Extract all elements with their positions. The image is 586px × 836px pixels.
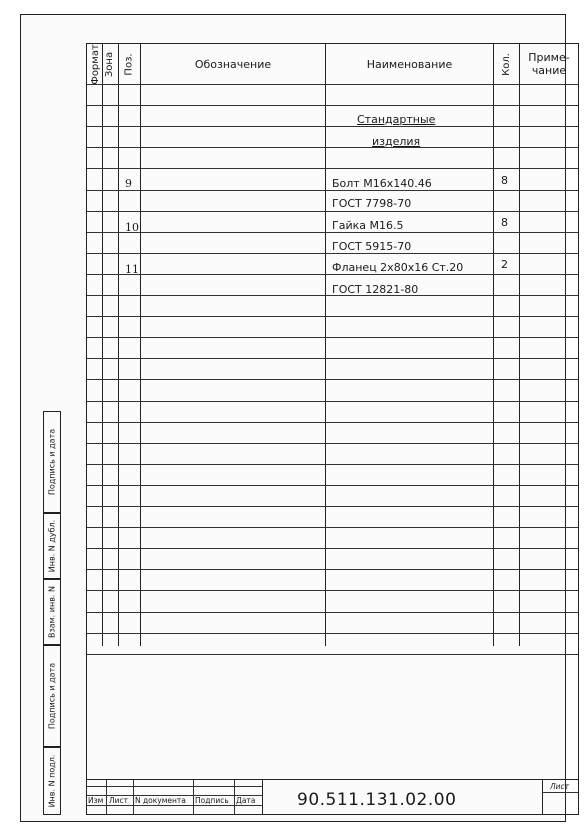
- header-qty: Кол.: [500, 52, 512, 76]
- row-line: [87, 379, 578, 380]
- row-line: [87, 316, 578, 317]
- tb-ndoc: N документа: [135, 796, 186, 805]
- document-number: 90.511.131.02.00: [297, 790, 457, 810]
- tb-sheet: Лист: [550, 782, 570, 791]
- side-stamp-signature-date-2: Подпись и дата: [43, 645, 61, 747]
- col-divider: [102, 44, 103, 646]
- side-stamp-signature-date: Подпись и дата: [43, 411, 61, 513]
- row-line: [87, 443, 578, 444]
- col-divider: [519, 44, 520, 646]
- side-stamp-replace-inv: Взам. инв. N: [43, 579, 61, 645]
- row-line: [87, 464, 578, 465]
- header-format: Формат: [89, 43, 101, 85]
- col-divider: [140, 44, 141, 646]
- title-block: [87, 779, 578, 815]
- col-divider: [118, 44, 119, 646]
- row-name: Гайка М16.5: [332, 219, 404, 232]
- row-line: [87, 168, 578, 169]
- row-line: [87, 126, 578, 127]
- row-line: [87, 147, 578, 148]
- section-title-line2: изделия: [372, 135, 421, 148]
- specification-frame: [86, 43, 579, 815]
- row-name: Болт М16x140.46: [332, 177, 432, 190]
- row-qty: 2: [501, 258, 508, 271]
- tb-podpis: Подпись: [195, 796, 229, 805]
- row-pos: 9: [125, 177, 132, 190]
- row-line: [87, 612, 578, 613]
- row-qty: 8: [501, 174, 508, 187]
- row-line: [87, 422, 578, 423]
- row-line: [87, 358, 578, 359]
- row-line: [87, 401, 578, 402]
- header-note-line2: чание: [531, 64, 567, 77]
- header-name: Наименование: [366, 57, 453, 71]
- tb-list: Лист: [109, 796, 129, 805]
- tb-izm: Изм: [88, 796, 104, 805]
- header-zone: Зона: [104, 51, 116, 77]
- row-pos: 11: [125, 263, 139, 276]
- row-line: [87, 105, 578, 106]
- header-designation: Обозначение: [194, 57, 272, 71]
- row-line: [87, 633, 578, 634]
- row-line: [87, 527, 578, 528]
- row-name: ГОСТ 12821-80: [332, 283, 419, 296]
- row-line: [87, 506, 578, 507]
- row-name: ГОСТ 7798-70: [332, 197, 412, 210]
- title-block-grid: [87, 780, 262, 815]
- header-pos: Поз.: [123, 52, 135, 76]
- row-line: [87, 590, 578, 591]
- row-qty: 8: [501, 216, 508, 229]
- row-line: [87, 84, 578, 85]
- row-line: [87, 654, 578, 655]
- header-note: [520, 44, 578, 84]
- col-divider: [325, 44, 326, 646]
- row-name: ГОСТ 5915-70: [332, 240, 412, 253]
- section-title-line1: Стандартные: [357, 113, 436, 126]
- drawing-sheet: [20, 14, 570, 822]
- row-line: [87, 337, 578, 338]
- side-stamp-dup-inv: Инв. N дубл.: [43, 513, 61, 579]
- row-line: [87, 569, 578, 570]
- row-line: [87, 548, 578, 549]
- tb-data: Дата: [236, 796, 256, 805]
- row-line: [87, 485, 578, 486]
- row-pos: 10: [125, 221, 139, 234]
- header-note-line1: Приме-: [528, 51, 570, 64]
- row-name: Фланец 2x80x16 Ст.20: [332, 261, 464, 274]
- col-divider: [493, 44, 494, 646]
- side-stamp-orig-inv: Инв. N подл.: [43, 747, 61, 815]
